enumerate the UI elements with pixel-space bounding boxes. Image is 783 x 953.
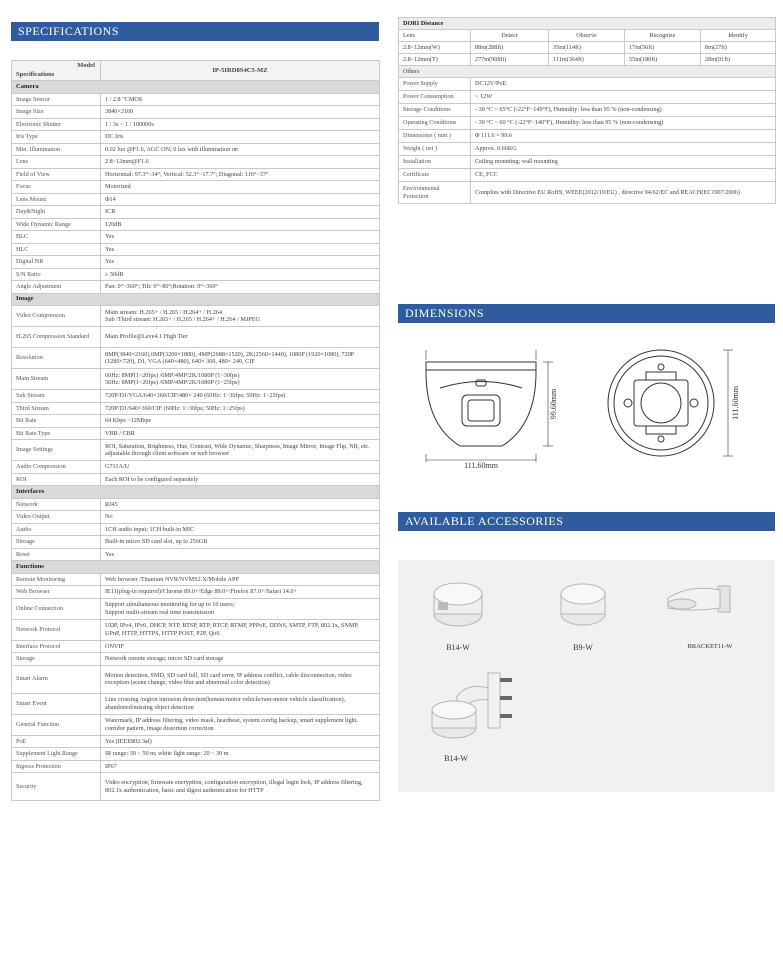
dori-header-cell: Lens (399, 30, 471, 42)
spec-row (12, 181, 380, 194)
spec-row (12, 415, 380, 428)
spec-label: PoE (12, 735, 101, 748)
spec-row (12, 427, 380, 440)
spec-value: 720P/D1/640×360/CIF (60Hz: 1~30fps; 50Hz: 1~25fps) (101, 402, 380, 415)
spec-value: Yes (IEEE802.3af) (101, 735, 380, 748)
spec-row (12, 268, 380, 281)
spec-row (12, 586, 380, 599)
specifications-table (11, 60, 380, 801)
spec-label: Ingress Protection (12, 760, 101, 773)
spec-value: No (101, 511, 380, 524)
spec-label: Smart Event (12, 693, 101, 714)
spec-label: Min. Illumination (12, 143, 101, 156)
spec-value: Φ14 (101, 193, 380, 206)
others-title: Others (399, 66, 776, 78)
others-value: DC12V/PoE (471, 78, 776, 91)
spec-row (12, 306, 380, 327)
dori-header-cell: Identify (701, 30, 776, 42)
spec-label: Angle Adjustment (12, 281, 101, 294)
accessory-label-bracket11-w: BRACKET11-W (687, 643, 733, 650)
spec-value: ICR (101, 206, 380, 219)
spec-row (12, 598, 380, 619)
model-label: Model (77, 62, 95, 69)
others-row (399, 104, 776, 117)
dori-title-row (399, 18, 776, 30)
spec-label: Reset (12, 548, 101, 561)
others-value: - 30 °C ~ 65°C (-22°F~149°F), Humidity: less than 95 % (non-condensing) (471, 104, 776, 117)
b14-w-pole-image (426, 668, 516, 748)
dori-cell: 88m(288ft) (471, 42, 549, 54)
spec-row (12, 143, 380, 156)
accessories-banner (398, 512, 775, 531)
spec-label: Supplement Light Range (12, 748, 101, 761)
spec-label: Digital NR (12, 256, 101, 269)
spec-value: Each ROI to be configured separately (101, 473, 380, 486)
spec-label: Lens (12, 156, 101, 169)
spec-row (12, 773, 380, 801)
spec-value: IP67 (101, 760, 380, 773)
spec-label: Third Stream (12, 402, 101, 415)
b14-w-image (428, 572, 488, 632)
specifications-banner (11, 22, 379, 41)
spec-label: Smart Alarm (12, 665, 101, 693)
spec-label: Sub Stream (12, 390, 101, 403)
spec-row (12, 193, 380, 206)
spec-value: IR range: 30 ~ 50 m; white light range: 20 ~ 30 m (101, 748, 380, 761)
others-row (399, 143, 776, 156)
spec-row (12, 714, 380, 735)
spec-value: Support simultaneous monitoring for up to 10 users; Support multi-stream real time transmission (101, 598, 380, 619)
spec-row (12, 206, 380, 219)
others-label: Power Supply (399, 78, 471, 91)
spec-row (12, 281, 380, 294)
others-value: Ceiling mounting; wall mounting (471, 156, 776, 169)
spec-row (12, 440, 380, 461)
spec-row (12, 640, 380, 653)
dori-header-cell: Observe (549, 30, 625, 42)
dori-cell: 2.8~12mm(W) (399, 42, 471, 54)
others-label: Weight ( net ) (399, 143, 471, 156)
specifications-label: Specifications (16, 71, 55, 79)
spec-value: Web browser /Titanium NVR/NVMS2.X/Mobile APP (101, 573, 380, 586)
spec-row (12, 693, 380, 714)
spec-value: 1 / 3s ~ 1 / 100000s (101, 118, 380, 131)
spec-value: Yes (101, 243, 380, 256)
others-label: Storage Conditions (399, 104, 471, 117)
spec-label: Image Settings (12, 440, 101, 461)
dori-row (399, 42, 776, 54)
dori-cell: 8m(27ft) (701, 42, 776, 54)
spec-value: 64 Kbps ~12Mbps (101, 415, 380, 428)
base-dimension-label: 111.60mm (731, 386, 740, 420)
spec-row (12, 548, 380, 561)
spec-row (12, 93, 380, 106)
dori-row (399, 54, 776, 66)
spec-value: Motorized (101, 181, 380, 194)
spec-row (12, 748, 380, 761)
spec-row (12, 573, 380, 586)
spec-label: Audio Compression (12, 461, 101, 474)
spec-section-title: Interfaces (12, 486, 380, 499)
spec-value: ≥ 50dB (101, 268, 380, 281)
camera-side-view (426, 362, 536, 446)
spec-label: Network Protocol (12, 619, 101, 640)
spec-label: Video Compression (12, 306, 101, 327)
spec-value: VBR / CBR (101, 427, 380, 440)
spec-row (12, 473, 380, 486)
others-row (399, 182, 776, 204)
spec-value: Yes (101, 231, 380, 244)
dori-header-cell: Detect (471, 30, 549, 42)
spec-label: Resolution (12, 348, 101, 369)
spec-label: Web Browser (12, 586, 101, 599)
others-label: Operating Conditions (399, 117, 471, 130)
spec-row (12, 106, 380, 119)
spec-row (12, 131, 380, 144)
spec-value: Main stream: H.265+ / H.265 / H.264+ / H.264 Sub /Third stream: H.265+ / H.265 / H.264+ / H.264 / MJPEG (101, 306, 380, 327)
spec-value: 120dB (101, 218, 380, 231)
spec-label: Network (12, 498, 101, 511)
others-row (399, 117, 776, 130)
spec-label: S/N Ratio (12, 268, 101, 281)
spec-row (12, 760, 380, 773)
spec-value: 0.02 lux @F1.6, AGC ON; 0 lux with illumination on (101, 143, 380, 156)
accessories-panel (398, 560, 775, 792)
b9-w-image (553, 572, 613, 632)
dori-header-row (399, 30, 776, 42)
spec-label: General Function (12, 714, 101, 735)
spec-label: Online Connection (12, 598, 101, 619)
dimensions-drawing (398, 340, 775, 470)
spec-value: 2.8~12mm@F1.6 (101, 156, 380, 169)
dori-cell: 111m(364ft) (549, 54, 625, 66)
spec-value: ROI, Saturation, Brightness, Hue, Contrast, Wide Dynamic, Sharpness, Image Mirror, Image Flip, NR, etc. adjustable through client software or web browser (101, 440, 380, 461)
spec-label: Interface Protocol (12, 640, 101, 653)
others-value: Approx. 0.66KG (471, 143, 776, 156)
spec-row (12, 735, 380, 748)
spec-label: ROI (12, 473, 101, 486)
spec-row (12, 118, 380, 131)
spec-row (12, 511, 380, 524)
dori-cell: 28m(91ft) (701, 54, 776, 66)
spec-row (12, 327, 380, 348)
others-row (399, 169, 776, 182)
spec-row (12, 218, 380, 231)
dimensions-title: DIMENSIONS (405, 306, 485, 320)
spec-row (12, 402, 380, 415)
spec-label: Storage (12, 536, 101, 549)
spec-section-row (12, 486, 380, 499)
spec-row (12, 461, 380, 474)
spec-label: Lens Mount (12, 193, 101, 206)
spec-value: Yes (101, 548, 380, 561)
spec-section-row (12, 293, 380, 306)
spec-section-title: Functions (12, 561, 380, 574)
spec-value: Yes (101, 256, 380, 269)
model-value: IP-5IRD8S4C5-MZ (101, 61, 380, 81)
spec-value: 720P/D1/VGA/640×360/CIF/480× 240 (60Hz: 1~30fps; 50Hz: 1~25fps) (101, 390, 380, 403)
spec-section-title: Camera (12, 81, 380, 94)
others-row (399, 130, 776, 143)
spec-row (12, 348, 380, 369)
spec-header-corner (12, 61, 101, 81)
dori-cell: 55m(180ft) (625, 54, 701, 66)
spec-label: Bit Rate Type (12, 427, 101, 440)
spec-row (12, 619, 380, 640)
others-value: CE, FCC (471, 169, 776, 182)
others-label: Dimensions ( mm ) (399, 130, 471, 143)
width-dimension-label: 111.60mm (464, 461, 498, 470)
spec-value: Watermark, IP address filtering, video mask, heartbeat, system config backup, smart supplement light, corridor pattern, image distortion correction (101, 714, 380, 735)
spec-value: Video encryption, firmware encryption, configuration encryption, illegal login lock, IP address filtering, 802.1x authentication, basic and digest authentication for HTTP (101, 773, 380, 801)
spec-label: Video Output (12, 511, 101, 524)
dimensions-banner (398, 304, 775, 323)
spec-section-title: Image (12, 293, 380, 306)
spec-value: ONVIF (101, 640, 380, 653)
accessory-label-b9-w: B9-W (573, 643, 593, 652)
dori-cell: 17m(56ft) (625, 42, 701, 54)
spec-label: Image Size (12, 106, 101, 119)
accessory-label-b14-w-pole: B14-W (444, 754, 468, 763)
others-title-row (399, 66, 776, 78)
spec-label: Image Sensor (12, 93, 101, 106)
dori-cell: 277m(908ft) (471, 54, 549, 66)
spec-label: Electronic Shutter (12, 118, 101, 131)
spec-label: Wide Dynamic Range (12, 218, 101, 231)
spec-value: 1CH audio input; 1CH built-in MIC (101, 523, 380, 536)
dori-header-cell: Recognize (625, 30, 701, 42)
others-label: Installation (399, 156, 471, 169)
spec-row (12, 665, 380, 693)
spec-row (12, 156, 380, 169)
others-value: < 12W (471, 91, 776, 104)
spec-row (12, 498, 380, 511)
spec-label: BLC (12, 231, 101, 244)
spec-row (12, 536, 380, 549)
spec-label: Security (12, 773, 101, 801)
spec-value: IE11(plug-in required)/Chrome 89.0+/Edge 89.0+/Firefox 87.0+/Safari 14.0+ (101, 586, 380, 599)
others-label: Certificate (399, 169, 471, 182)
spec-value: G711A/U (101, 461, 380, 474)
spec-value: Line crossing /region intrusion detection(human/motor vehicle/non-motor vehicle classification), abandoned/missing object detection (101, 693, 380, 714)
spec-section-row (12, 81, 380, 94)
spec-value: 3840×2160 (101, 106, 380, 119)
spec-value: UDP, IPv4, IPv6, DHCP, NTP, RTSP, RTP, RTCP, RTMP, PPPoE, DDNS, SMTP, FTP, 802.1x, SNMP, UPnP, HTTP, HTTPS, HTTP POST, P2P, QoS (101, 619, 380, 640)
spec-value: Network remote storage; micro SD card storage (101, 653, 380, 666)
spec-row (12, 369, 380, 390)
spec-row (12, 256, 380, 269)
spec-label: Remote Monitoring (12, 573, 101, 586)
bracket11-w-image (660, 578, 740, 623)
spec-label: Main Stream (12, 369, 101, 390)
others-row (399, 91, 776, 104)
others-value: - 30 °C ~ 60 °C (-22°F~140°F), Humidity: less than 95 % (non-condensing) (471, 117, 776, 130)
spec-value: Motion detection, SMD, SD card full, SD card error, IP address conflict, cable disconnection, video exception (scene change, video blur and abnormal color detection) (101, 665, 380, 693)
spec-label: H.265 Compression Standard (12, 327, 101, 348)
camera-base-view (608, 350, 714, 456)
spec-row (12, 243, 380, 256)
spec-row (12, 653, 380, 666)
spec-label: Audio (12, 523, 101, 536)
spec-row (12, 523, 380, 536)
spec-label: Field of View (12, 168, 101, 181)
spec-label: Iris Type (12, 131, 101, 144)
dori-cell: 35m(114ft) (549, 42, 625, 54)
spec-value: 8MP(3840×2160),6MP(3200×1800), 4MP(2688×1520), 2K(2560×1440), 1080P (1920×1080), 720P (1280×720), D1, VGA (640×480), 640× 360, 480× 240, CIF (101, 348, 380, 369)
spec-label: Focus (12, 181, 101, 194)
spec-row (12, 390, 380, 403)
others-value: Φ 111.6 × 99.6 (471, 130, 776, 143)
spec-value: DC Iris (101, 131, 380, 144)
spec-value: Built-in micro SD card slot, up to 256GB (101, 536, 380, 549)
specifications-title: SPECIFICATIONS (18, 24, 120, 38)
spec-value: Horizontal: 97.3°~34°; Vertical: 52.3°~17.7°; Diagonal: 116°~37° (101, 168, 380, 181)
dori-title: DORI Distance (399, 18, 776, 30)
others-value: Complies with Directive EU RoHS, WEEE(2012/19/EU) , directive 94/62/EC and REACH(EC1907/2006) (471, 182, 776, 204)
spec-label: Storage (12, 653, 101, 666)
spec-label: Bit Rate (12, 415, 101, 428)
spec-value: 60Hz: 8MP(1~20fps) /6MP/4MP/2K/1080P (1~30fps) 50Hz: 8MP(1~20fps) /6MP/4MP/2K/1080P (1~25fps) (101, 369, 380, 390)
spec-row (12, 231, 380, 244)
spec-header-row (12, 61, 380, 81)
spec-section-row (12, 561, 380, 574)
dori-cell: 2.8~12mm(T) (399, 54, 471, 66)
spec-value: 1 / 2.8 "CMOS (101, 93, 380, 106)
others-label: Environmental Protection (399, 182, 471, 204)
dimension-lines (426, 350, 553, 462)
accessory-label-b14-w: B14-W (446, 643, 470, 652)
others-row (399, 78, 776, 91)
spec-row (12, 168, 380, 181)
others-label: Power Consumption (399, 91, 471, 104)
others-row (399, 156, 776, 169)
dori-others-table (398, 17, 776, 204)
spec-value: RJ45 (101, 498, 380, 511)
accessories-title: AVAILABLE ACCESSORIES (405, 514, 564, 528)
height-dimension-label: 99.60mm (549, 388, 558, 420)
spec-label: HLC (12, 243, 101, 256)
spec-value: Pan: 0°~360°; Tilt: 0°~80°;Rotation: 0°~360° (101, 281, 380, 294)
spec-value: Main Profile@Leve4.1 High Tier (101, 327, 380, 348)
spec-label: Day&Night (12, 206, 101, 219)
